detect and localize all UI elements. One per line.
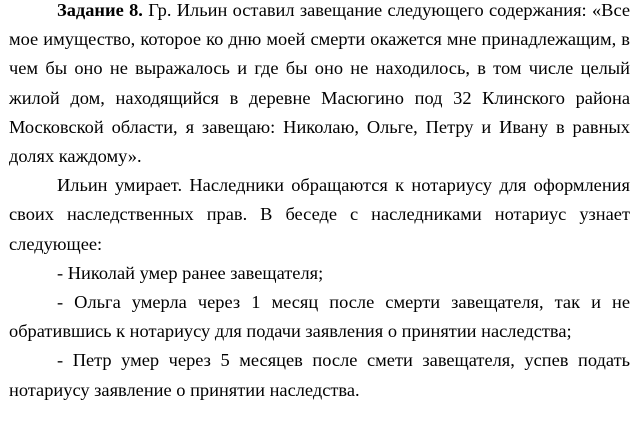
- task-label: Задание 8.: [57, 0, 143, 20]
- list-item-olga: - Ольга умерла через 1 месяц после смерти завещателя, так и не обратившись к нотариусу для подачи заявления о принятии наследства;: [9, 292, 630, 342]
- list-item-petr: - Петр умер через 5 месяцев после смети завещателя, успев подать нотариусу заявление о принятии наследства.: [9, 350, 630, 400]
- task-paragraph: [9, 0, 630, 171]
- list-item-nikolai: - Николай умер ранее завещателя;: [57, 262, 324, 283]
- task-intro-text: Гр. Ильин оставил завещание следующего содержания: «Все мое имущество, которое ко дню моей смерти окажется мне принадлежащим, в чем бы оно не выражалось и где бы оно не находилось, в том числе целый жилой дом, находящийся в деревне Масюгино под 32 Клинского района Московской области, я завещаю: Николаю, Ольге, Петру и Ивану в равных долях каждому».: [9, 0, 630, 167]
- heirs-paragraph: Ильин умирает. Наследники обращаются к нотариусу для оформления своих наследственных прав. В беседе с наследниками нотариус узнает следующее:: [9, 175, 630, 254]
